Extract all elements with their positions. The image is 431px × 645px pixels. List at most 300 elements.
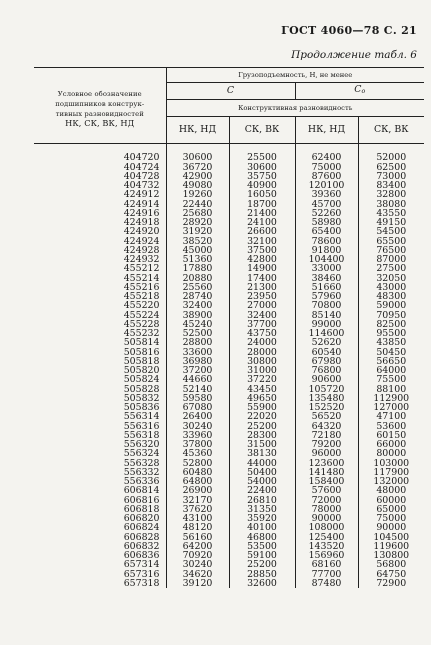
bearing-designation: 606828 (123, 531, 160, 543)
table-row (34, 227, 424, 236)
c-sk-vk-value: 37220 (229, 375, 295, 384)
subheader-c-sk-vk: СК, ВК (229, 117, 295, 144)
table-row (34, 338, 424, 347)
c-sk-vk-value: 21300 (229, 283, 295, 292)
c-nk-nd-value: 26400 (166, 412, 229, 421)
c0-nk-nd-value: 123600 (295, 459, 358, 468)
table-row (34, 496, 424, 505)
c0-sk-vk-value: 65500 (358, 237, 424, 246)
c0-sk-vk-value: 103000 (358, 459, 424, 468)
c0-sk-vk-value: 56800 (358, 560, 424, 569)
bearing-designation: 606820 (123, 513, 160, 524)
c-sk-vk-value: 23950 (229, 292, 295, 301)
c0-nk-nd-value: 72000 (295, 496, 358, 505)
c-nk-nd-value: 37620 (166, 505, 229, 514)
c0-nk-nd-value: 78600 (295, 237, 358, 246)
bearing-designation: 455228 (123, 318, 160, 330)
c0-nk-nd-value: 52260 (295, 209, 358, 218)
c0-nk-nd-value: 158400 (295, 477, 358, 486)
c-sk-vk-value: 28850 (229, 570, 295, 579)
c-nk-nd-value: 67080 (166, 403, 229, 412)
c0-sk-vk-value: 87000 (358, 255, 424, 264)
bearing-designation: 606824 (123, 522, 160, 534)
bearing-designation: 424928 (123, 244, 160, 256)
c0-sk-vk-value: 48300 (358, 292, 424, 301)
c-nk-nd-value: 19260 (166, 190, 229, 199)
c0-nk-nd-value: 78000 (295, 505, 358, 514)
c0-sk-vk-value: 95500 (358, 329, 424, 338)
c0-sk-vk-value: 54500 (358, 227, 424, 236)
c0-nk-nd-value: 135480 (295, 394, 358, 403)
c0-nk-nd-value: 141480 (295, 468, 358, 477)
c-nk-nd-value: 22440 (166, 200, 229, 209)
table-row (34, 542, 424, 551)
c-nk-nd-value: 38520 (166, 237, 229, 246)
c0-nk-nd-value: 87600 (295, 172, 358, 181)
c0-nk-nd-value: 120100 (295, 181, 358, 190)
c-nk-nd-value: 34620 (166, 570, 229, 579)
bearing-designation: 505818 (123, 355, 160, 367)
table-row (34, 551, 424, 560)
c-sk-vk-value: 17400 (229, 274, 295, 283)
c0-sk-vk-value: 60000 (358, 496, 424, 505)
table-row (34, 486, 424, 495)
c-nk-nd-value: 45000 (166, 246, 229, 255)
c0-sk-vk-value: 75500 (358, 375, 424, 384)
table-row (34, 570, 424, 579)
c-nk-nd-value: 30240 (166, 560, 229, 569)
bearing-designation: 556324 (123, 448, 160, 460)
c-sk-vk-value: 49650 (229, 394, 295, 403)
c-sk-vk-value: 38130 (229, 449, 295, 458)
c0-nk-nd-value: 77700 (295, 570, 358, 579)
bearing-designation: 404724 (123, 161, 160, 173)
bearing-designation: 424912 (123, 189, 160, 201)
table-row (34, 505, 424, 514)
c0-nk-nd-value: 143520 (295, 542, 358, 551)
c-nk-nd-value: 45240 (166, 320, 229, 329)
c0-sk-vk-value: 72900 (358, 579, 424, 588)
c0-sk-vk-value: 62500 (358, 163, 424, 172)
c-sk-vk-value: 37500 (229, 246, 295, 255)
table-row (34, 440, 424, 449)
c0-nk-nd-value: 104400 (295, 255, 358, 264)
bearing-designation: 556316 (123, 420, 160, 432)
bearing-designation: 505814 (123, 337, 160, 349)
c0-sk-vk-value: 73000 (358, 172, 424, 181)
designation-header-line4: НК, СК, ВК, НД (65, 118, 135, 128)
c0-sk-vk-value: 32800 (358, 190, 424, 199)
c0-nk-nd-value: 67980 (295, 357, 358, 366)
c0-sk-vk-value: 132000 (358, 477, 424, 486)
c0-sk-vk-value: 66000 (358, 440, 424, 449)
c0-nk-nd-value: 62400 (295, 153, 358, 162)
c-sk-vk-value: 31500 (229, 440, 295, 449)
c-nk-nd-value: 60480 (166, 468, 229, 477)
c0-nk-nd-value: 99000 (295, 320, 358, 329)
c-sk-vk-value: 59100 (229, 551, 295, 560)
c-sk-vk-value: 26600 (229, 227, 295, 236)
c-nk-nd-value: 33960 (166, 431, 229, 440)
c-nk-nd-value: 30600 (166, 153, 229, 162)
c0-nk-nd-value: 72180 (295, 431, 358, 440)
c0-nk-nd-value: 90000 (295, 514, 358, 523)
c0-sk-vk-value: 49150 (358, 218, 424, 227)
table-row (34, 348, 424, 357)
c-sk-vk-value: 30800 (229, 357, 295, 366)
c-sk-vk-value: 40100 (229, 523, 295, 532)
c0-sk-vk-value: 60150 (358, 431, 424, 440)
c-sk-vk-value: 18700 (229, 200, 295, 209)
c-nk-nd-value: 56160 (166, 533, 229, 542)
c-nk-nd-value: 52140 (166, 385, 229, 394)
bearing-designation: 455220 (123, 300, 160, 312)
table-row (34, 153, 424, 162)
c-sk-vk-value: 24000 (229, 338, 295, 347)
bearing-designation: 556328 (123, 457, 160, 469)
bearing-designation: 424920 (123, 226, 160, 238)
static-load-subscript: o (361, 88, 366, 95)
c0-nk-nd-value: 105720 (295, 385, 358, 394)
bearing-designation: 606832 (123, 540, 160, 552)
c-sk-vk-value: 25500 (229, 153, 295, 162)
c-nk-nd-value: 52500 (166, 329, 229, 338)
c0-nk-nd-value: 57960 (295, 292, 358, 301)
c0-nk-nd-value: 108000 (295, 523, 358, 532)
c0-nk-nd-value: 125400 (295, 533, 358, 542)
table-row (34, 468, 424, 477)
c-nk-nd-value: 20880 (166, 274, 229, 283)
c0-sk-vk-value: 48000 (358, 486, 424, 495)
c0-nk-nd-value: 64320 (295, 422, 358, 431)
c-sk-vk-value: 28000 (229, 348, 295, 357)
subheader-c0-sk-vk: СК, ВК (358, 117, 424, 144)
table-row (34, 237, 424, 246)
c-sk-vk-value: 31000 (229, 366, 295, 375)
c0-sk-vk-value: 64750 (358, 570, 424, 579)
c-sk-vk-value: 54000 (229, 477, 295, 486)
table-row (34, 403, 424, 412)
c0-nk-nd-value: 90600 (295, 375, 358, 384)
c0-sk-vk-value: 65000 (358, 505, 424, 514)
bearing-designation: 556320 (123, 439, 160, 450)
bearing-designation: 606836 (123, 550, 160, 561)
load-capacity-table (34, 67, 424, 588)
c-nk-nd-value: 51360 (166, 255, 229, 264)
c0-nk-nd-value: 52620 (295, 338, 358, 347)
bearing-designation: 657316 (123, 568, 160, 580)
bearing-designation: 657318 (123, 577, 160, 589)
c-sk-vk-value: 30600 (229, 163, 295, 172)
subheader-c-nk-nd: НК, НД (166, 117, 229, 144)
c0-sk-vk-value: 32050 (358, 274, 424, 283)
c-sk-vk-value: 42800 (229, 255, 295, 264)
c-nk-nd-value: 28800 (166, 338, 229, 347)
bearing-designation: 606816 (123, 494, 160, 506)
bearing-designation: 556318 (123, 429, 160, 441)
bearing-designation: 505824 (123, 374, 160, 386)
table-spacer-row (34, 144, 424, 154)
c0-nk-nd-value: 76800 (295, 366, 358, 375)
c-sk-vk-value: 27000 (229, 301, 295, 310)
c0-nk-nd-value: 79200 (295, 440, 358, 449)
bearing-designation: 455224 (123, 309, 160, 321)
bearing-designation: 455232 (123, 328, 160, 339)
c0-sk-vk-value: 119600 (358, 542, 424, 551)
c0-sk-vk-value: 64000 (358, 366, 424, 375)
c0-nk-nd-value: 96000 (295, 449, 358, 458)
c-nk-nd-value: 33600 (166, 348, 229, 357)
c0-nk-nd-value: 60540 (295, 348, 358, 357)
c0-nk-nd-value: 85140 (295, 311, 358, 320)
table-row (34, 274, 424, 283)
table-row (34, 292, 424, 301)
table-row (34, 255, 424, 264)
c-sk-vk-value: 32100 (229, 237, 295, 246)
c-sk-vk-value: 32600 (229, 579, 295, 588)
c0-nk-nd-value: 56520 (295, 412, 358, 421)
c0-sk-vk-value: 76500 (358, 246, 424, 255)
page-header: ГОСТ 4060—78 С. 21 (281, 24, 417, 37)
c-nk-nd-value: 44660 (166, 375, 229, 384)
table-row (34, 320, 424, 329)
bearing-designation: 424932 (123, 254, 160, 265)
c0-nk-nd-value: 114600 (295, 329, 358, 338)
designation-header-line2: подшипников конструк- (55, 100, 145, 108)
c0-sk-vk-value: 56650 (358, 357, 424, 366)
c0-sk-vk-value: 43000 (358, 283, 424, 292)
c0-sk-vk-value: 90000 (358, 523, 424, 532)
c-nk-nd-value: 37800 (166, 440, 229, 449)
c-nk-nd-value: 28920 (166, 218, 229, 227)
c0-sk-vk-value: 82500 (358, 320, 424, 329)
c0-sk-vk-value: 47100 (358, 412, 424, 421)
c-nk-nd-value: 39120 (166, 579, 229, 588)
c0-sk-vk-value: 59000 (358, 301, 424, 310)
c-nk-nd-value: 48120 (166, 523, 229, 532)
c-sk-vk-value: 37700 (229, 320, 295, 329)
bearing-designation: 404720 (123, 152, 160, 164)
c0-sk-vk-value: 127000 (358, 403, 424, 412)
table-row (34, 301, 424, 310)
bearing-designation-header (34, 68, 166, 144)
c0-sk-vk-value: 117900 (358, 468, 424, 477)
c-nk-nd-value: 43100 (166, 514, 229, 523)
table-row (34, 477, 424, 486)
c-sk-vk-value: 31350 (229, 505, 295, 514)
table-row (34, 523, 424, 532)
c-nk-nd-value: 28740 (166, 292, 229, 301)
static-load-symbol: C (354, 84, 362, 95)
c0-nk-nd-value: 75000 (295, 163, 358, 172)
c-sk-vk-value: 32400 (229, 311, 295, 320)
c0-sk-vk-value: 27500 (358, 264, 424, 273)
c0-sk-vk-value: 43850 (358, 338, 424, 347)
table-row (34, 514, 424, 523)
table-row (34, 200, 424, 209)
table-row (34, 431, 424, 440)
c-sk-vk-value: 22400 (229, 486, 295, 495)
bearing-designation: 606814 (123, 485, 160, 497)
bearing-designation: 424918 (123, 217, 160, 228)
bearing-designation: 657314 (123, 559, 160, 571)
table-row (34, 246, 424, 255)
c-nk-nd-value: 52800 (166, 459, 229, 468)
c-nk-nd-value: 36980 (166, 357, 229, 366)
bearing-designation: 455212 (123, 263, 160, 275)
bearing-designation: 404728 (123, 170, 160, 182)
c-nk-nd-value: 30240 (166, 422, 229, 431)
table-row (34, 394, 424, 403)
c0-sk-vk-value: 50450 (358, 348, 424, 357)
table-row (34, 311, 424, 320)
bearing-designation: 424924 (123, 235, 160, 247)
subheader-c0-nk-nd: НК, НД (295, 117, 358, 144)
dynamic-load-header: C (166, 83, 295, 100)
table-row (34, 181, 424, 190)
table-row (34, 264, 424, 273)
c-sk-vk-value: 35750 (229, 172, 295, 181)
bearing-designation: 424914 (123, 198, 160, 210)
table-continuation-label: Продолжение табл. 6 (291, 49, 417, 61)
c0-nk-nd-value: 65400 (295, 227, 358, 236)
table-row (34, 422, 424, 431)
c-nk-nd-value: 25680 (166, 209, 229, 218)
c-sk-vk-value: 50400 (229, 468, 295, 477)
c-nk-nd-value: 49080 (166, 181, 229, 190)
c0-nk-nd-value: 38460 (295, 274, 358, 283)
table-row (34, 357, 424, 366)
c-sk-vk-value: 46800 (229, 533, 295, 542)
c0-nk-nd-value: 51660 (295, 283, 358, 292)
c0-nk-nd-value: 33000 (295, 264, 358, 273)
c-sk-vk-value: 22020 (229, 412, 295, 421)
bearing-designation: 455216 (123, 281, 160, 293)
bearing-designation: 455214 (123, 272, 160, 284)
c0-nk-nd-value: 87480 (295, 579, 358, 588)
c-sk-vk-value: 55900 (229, 403, 295, 412)
c-nk-nd-value: 31920 (166, 227, 229, 236)
table-row (34, 375, 424, 384)
c0-sk-vk-value: 52000 (358, 153, 424, 162)
bearing-designation: 556332 (123, 466, 160, 478)
c-sk-vk-value: 25200 (229, 560, 295, 569)
table-row (34, 579, 424, 588)
c0-sk-vk-value: 83400 (358, 181, 424, 190)
c0-nk-nd-value: 57600 (295, 486, 358, 495)
table-row (34, 218, 424, 227)
c0-sk-vk-value: 53600 (358, 422, 424, 431)
c0-sk-vk-value: 43550 (358, 209, 424, 218)
table-row (34, 533, 424, 542)
c0-nk-nd-value: 152520 (295, 403, 358, 412)
c-sk-vk-value: 40900 (229, 181, 295, 190)
c-sk-vk-value: 35920 (229, 514, 295, 523)
c-sk-vk-value: 28300 (229, 431, 295, 440)
c0-nk-nd-value: 58980 (295, 218, 358, 227)
bearing-designation: 505816 (123, 346, 160, 358)
c0-sk-vk-value: 112900 (358, 394, 424, 403)
table-row (34, 283, 424, 292)
table-row (34, 385, 424, 394)
bearing-designation: 505828 (123, 383, 160, 395)
table-row (34, 412, 424, 421)
c-nk-nd-value: 45360 (166, 449, 229, 458)
table-row (34, 190, 424, 199)
bearing-designation: 505832 (123, 392, 160, 404)
c-sk-vk-value: 14900 (229, 264, 295, 273)
c-sk-vk-value: 44000 (229, 459, 295, 468)
c0-sk-vk-value: 38080 (358, 200, 424, 209)
c-sk-vk-value: 26810 (229, 496, 295, 505)
c-nk-nd-value: 26900 (166, 486, 229, 495)
table-row (34, 560, 424, 569)
table-row (34, 329, 424, 338)
bearing-designation: 556314 (123, 411, 160, 423)
table-row (34, 459, 424, 468)
c-nk-nd-value: 38900 (166, 311, 229, 320)
table-row (34, 449, 424, 458)
construction-variant-header: Конструктивная разновидность (166, 100, 424, 117)
c-nk-nd-value: 25560 (166, 283, 229, 292)
c-sk-vk-value: 43750 (229, 329, 295, 338)
c0-sk-vk-value: 130800 (358, 551, 424, 560)
c-sk-vk-value: 25200 (229, 422, 295, 431)
bearing-designation: 455218 (123, 291, 160, 302)
bearing-designation: 424916 (123, 207, 160, 219)
c0-nk-nd-value: 70800 (295, 301, 358, 310)
table-body (34, 144, 424, 589)
c-sk-vk-value: 43450 (229, 385, 295, 394)
c0-sk-vk-value: 104500 (358, 533, 424, 542)
table-row (34, 172, 424, 181)
c-nk-nd-value: 70920 (166, 551, 229, 560)
c0-sk-vk-value: 75000 (358, 514, 424, 523)
c-nk-nd-value: 36720 (166, 163, 229, 172)
bearing-designation: 606818 (123, 503, 160, 515)
c-sk-vk-value: 21400 (229, 209, 295, 218)
designation-header-line1: Условное обозначение (57, 90, 142, 98)
bearing-designation: 505820 (123, 365, 160, 376)
c-nk-nd-value: 42900 (166, 172, 229, 181)
c0-sk-vk-value: 80000 (358, 449, 424, 458)
c0-sk-vk-value: 70950 (358, 311, 424, 320)
static-load-header (295, 83, 424, 100)
c-nk-nd-value: 37200 (166, 366, 229, 375)
table-row (34, 366, 424, 375)
table-row (34, 209, 424, 218)
c0-nk-nd-value: 91800 (295, 246, 358, 255)
c-nk-nd-value: 32170 (166, 496, 229, 505)
c0-nk-nd-value: 156960 (295, 551, 358, 560)
c-sk-vk-value: 24100 (229, 218, 295, 227)
bearing-designation: 505836 (123, 402, 160, 413)
c-nk-nd-value: 64200 (166, 542, 229, 551)
c0-sk-vk-value: 88100 (358, 385, 424, 394)
c0-nk-nd-value: 68160 (295, 560, 358, 569)
load-capacity-header: Грузоподъемность, Н, не менее (166, 68, 424, 83)
c-sk-vk-value: 16050 (229, 190, 295, 199)
c-nk-nd-value: 64800 (166, 477, 229, 486)
c0-nk-nd-value: 45700 (295, 200, 358, 209)
c0-nk-nd-value: 39360 (295, 190, 358, 199)
c-sk-vk-value: 53500 (229, 542, 295, 551)
bearing-designation: 404732 (123, 180, 160, 191)
designation-header-line3: тивных разновидностей (55, 110, 144, 118)
table-row (34, 163, 424, 172)
c-nk-nd-value: 32400 (166, 301, 229, 310)
c-nk-nd-value: 59580 (166, 394, 229, 403)
